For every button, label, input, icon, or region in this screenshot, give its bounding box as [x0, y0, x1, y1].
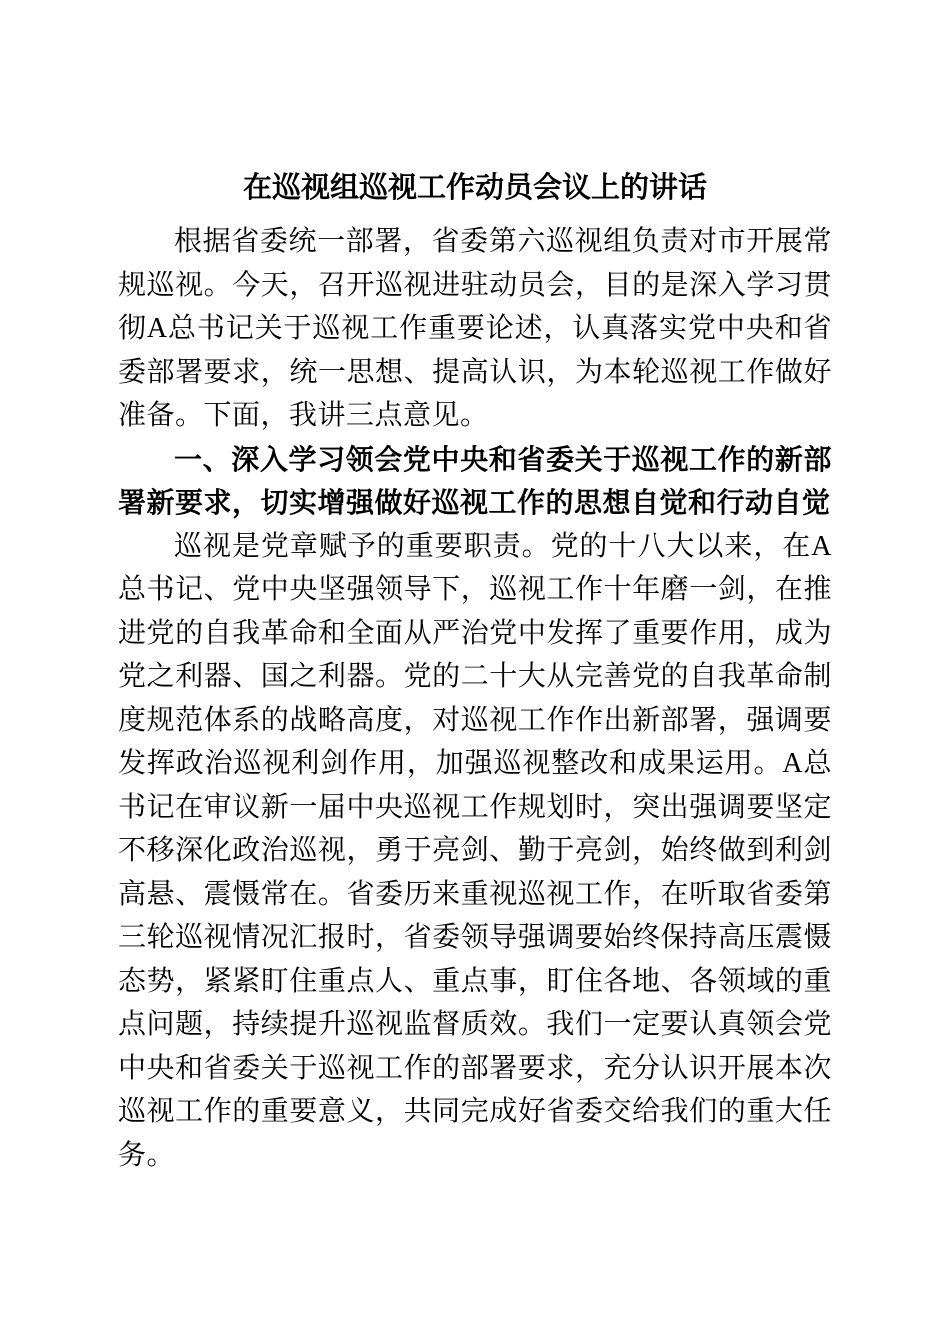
section-heading-1: 一、深入学习领会党中央和省委关于巡视工作的新部署新要求，切实增强做好巡视工作的思想自觉和行动自觉: [118, 443, 832, 518]
document-title: 在巡视组巡视工作动员会议上的讲话: [242, 172, 707, 204]
paragraph-intro: 根据省委统一部署，省委第六巡视组负责对市开展常规巡视。今天，召开巡视进驻动员会，目的是深入学习贯彻A总书记关于巡视工作重要论述，认真落实党中央和省委部署要求，统一思想、提高认识，为本轮巡视工作做好准备。下面，我讲三点意见。: [118, 226, 832, 431]
paragraph-section-1: 巡视是党章赋予的重要职责。党的十八大以来，在A总书记、党中央坚强领导下，巡视工作十年磨一剑，在推进党的自我革命和全面从严治党中发挥了重要作用，成为党之利器、国之利器。党的二十大从完善党的自我革命制度规范体系的战略高度，对巡视工作作出新部署，强调要发挥政治巡视利剑作用，加强巡视整改和成果运用。A总书记在审议新一届中央巡视工作规划时，突出强调要坚定不移深化政治巡视，勇于亮剑、勤于亮剑，始终做到利剑高悬、震慑常在。省委历来重视巡视工作，在听取省委第三轮巡视情况汇报时，省委领导强调要始终保持高压震慑态势，紧紧盯住重点人、重点事，盯住各地、各领域的重点问题，持续提升巡视监督质效。我们一定要认真领会党中央和省委关于巡视工作的部署要求，充分认识开展本次巡视工作的重要意义，共同完成好省委交给我们的重大任务。: [118, 530, 832, 1171]
